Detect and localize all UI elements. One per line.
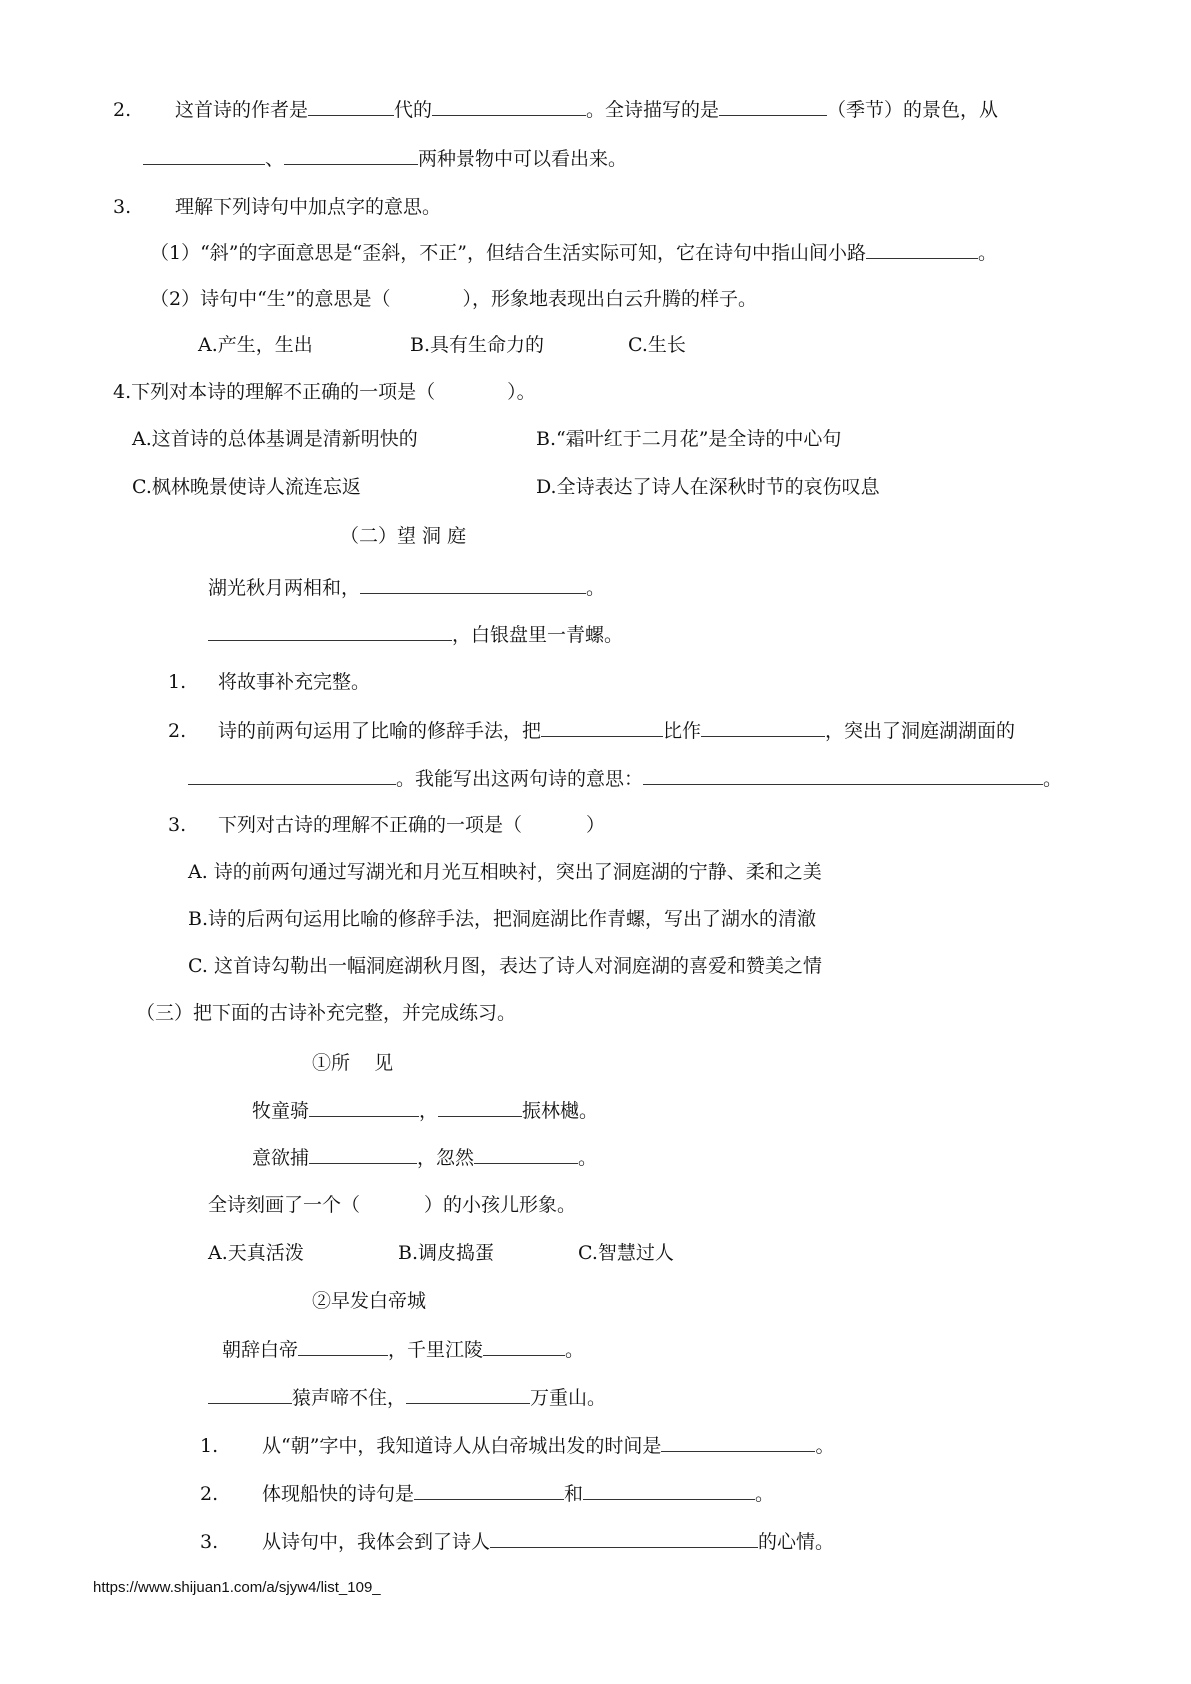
- q3-option-c[interactable]: C.生长: [628, 334, 686, 356]
- q2-text: （季节）的景色，从: [827, 99, 999, 121]
- q3-sub1: [150, 239, 997, 266]
- poem-text: 。: [565, 1339, 585, 1361]
- poem-text: 万重山。: [530, 1387, 607, 1409]
- part2-q2-text: 。: [1043, 768, 1063, 790]
- poem2-q1-number: 1.: [200, 1435, 219, 1457]
- poem-text: 牧童骑: [252, 1100, 310, 1122]
- q2-number: 2.: [113, 99, 132, 121]
- poem1-option-c[interactable]: C.智慧过人: [578, 1242, 674, 1264]
- part2-poem-line2: [208, 621, 623, 648]
- poem2-q2-text: 和: [564, 1483, 584, 1505]
- q3-sub2-text: ），形象地表现出白云升腾的样子。: [462, 288, 758, 310]
- q3-sub1-text: 。: [977, 242, 997, 264]
- q4-option-b[interactable]: B.“霜叶红于二月花”是全诗的中心句: [536, 428, 842, 450]
- poem-text: 。: [578, 1147, 598, 1169]
- poem2-q1-text: 从“朝”字中，我知道诗人从白帝城出发的时间是: [262, 1435, 662, 1457]
- poem-text: ，: [419, 1100, 439, 1122]
- part2-q2-number: 2.: [168, 720, 187, 742]
- part2-q2-text: ，突出了洞庭湖湖面的: [825, 720, 1016, 742]
- part2-blank-line1[interactable]: [360, 574, 586, 594]
- poem1-question-text: ）的小孩儿形象。: [424, 1194, 577, 1216]
- part2-q2-line1: [168, 717, 1015, 744]
- part2-q2-text: 比作: [663, 720, 702, 742]
- q3-line: [113, 194, 441, 220]
- q4-line: [113, 379, 536, 405]
- poem1-line1: [252, 1097, 598, 1124]
- part2-q3-option-c[interactable]: C. 这首诗勾勒出一幅洞庭湖秋月图，表达了诗人对洞庭湖的喜爱和赞美之情: [188, 955, 822, 977]
- q4-options-row1: [132, 426, 841, 452]
- poem2-q3-text: 从诗句中，我体会到了诗人: [262, 1531, 491, 1553]
- q4-text: 4.下列对本诗的理解不正确的一项是（: [113, 381, 436, 403]
- q3-sub1-blank[interactable]: [866, 239, 978, 259]
- poem-text: 振林樾。: [522, 1100, 599, 1122]
- part2-q1-number: 1.: [168, 671, 187, 693]
- poem-text: 猿声啼不住，: [292, 1387, 407, 1409]
- poem2-line1: [222, 1336, 584, 1363]
- part2-q3-text: 下列对古诗的理解不正确的一项是（: [218, 814, 523, 836]
- part2-q2-text: 。我能写出这两句诗的意思：: [396, 768, 644, 790]
- part2-blank-line2[interactable]: [208, 621, 452, 641]
- q2-line1: [113, 96, 998, 123]
- q3-text: 理解下列诗句中加点字的意思。: [175, 196, 442, 218]
- part2-q2-blank3[interactable]: [188, 765, 396, 785]
- q3-options: [198, 332, 686, 358]
- q4-option-a[interactable]: A.这首诗的总体基调是清新明快的: [132, 428, 418, 450]
- part2-poem-line1: [208, 574, 605, 601]
- poem2-blank2[interactable]: [483, 1336, 565, 1356]
- q2-blank-scene1[interactable]: [143, 145, 265, 165]
- part2-q2-blank1[interactable]: [541, 717, 663, 737]
- part2-q2-text: 诗的前两句运用了比喻的修辞手法，把: [218, 720, 542, 742]
- q3-sub2-text: （2）诗句中“生”的意思是（: [150, 288, 391, 310]
- poem2-q2-blank2[interactable]: [583, 1480, 755, 1500]
- poem2-blank1[interactable]: [298, 1336, 388, 1356]
- poem2-q1-text: 。: [815, 1435, 835, 1457]
- poem2-q3-blank[interactable]: [490, 1528, 758, 1548]
- poem2-q2: [200, 1480, 774, 1507]
- poem-text: ，白银盘里一青螺。: [452, 624, 624, 646]
- part2-q1-text: 将故事补充完整。: [218, 671, 371, 693]
- q4-option-c[interactable]: C.枫林晚景使诗人流连忘返: [132, 476, 361, 498]
- poem-text: ，忽然: [417, 1147, 475, 1169]
- poem2-q3: [200, 1528, 834, 1555]
- poem2-q3-number: 3.: [200, 1531, 219, 1553]
- q2-text: 代的: [394, 99, 433, 121]
- q3-option-b[interactable]: B.具有生命力的: [410, 334, 545, 356]
- poem1-options: [208, 1240, 674, 1266]
- part2-q1: [168, 669, 370, 695]
- poem-text: 湖光秋月两相和，: [208, 577, 361, 599]
- poem1-blank1[interactable]: [309, 1097, 419, 1117]
- poem1-blank4[interactable]: [474, 1144, 578, 1164]
- poem1-question: [208, 1192, 576, 1218]
- part2-q3-text: ）: [586, 814, 606, 836]
- q4-option-d[interactable]: D.全诗表达了诗人在深秋时节的哀伤叹息: [536, 476, 880, 498]
- poem2-line2: [208, 1384, 606, 1411]
- q3-sub2: [150, 286, 757, 312]
- poem1-option-b[interactable]: B.调皮捣蛋: [398, 1242, 495, 1264]
- poem2-q1: [200, 1432, 834, 1459]
- q3-sub1-text: （1）“斜”的字面意思是“歪斜，不正”，但结合生活实际可知，它在诗句中指山间小路: [150, 242, 866, 264]
- q3-number: 3.: [113, 196, 132, 218]
- part2-q2-blank4[interactable]: [643, 765, 1043, 785]
- part2-q3-number: 3.: [168, 814, 187, 836]
- q4-options-row2: [132, 474, 880, 500]
- q2-text: 这首诗的作者是: [175, 99, 309, 121]
- poem2-q2-number: 2.: [200, 1483, 219, 1505]
- q2-blank-scene2[interactable]: [284, 145, 418, 165]
- poem2-blank3[interactable]: [208, 1384, 292, 1404]
- poem2-q2-text: 体现船快的诗句是: [262, 1483, 415, 1505]
- poem-text: 。: [586, 577, 606, 599]
- q2-blank-author[interactable]: [432, 96, 586, 116]
- poem1-question-text: 全诗刻画了一个（: [208, 1194, 361, 1216]
- q2-line2: [143, 145, 627, 172]
- poem-text: ，千里江陵: [388, 1339, 484, 1361]
- part2-q3: [168, 812, 605, 838]
- q2-blank-season[interactable]: [719, 96, 827, 116]
- poem-text: 朝辞白帝: [222, 1339, 299, 1361]
- poem1-option-a[interactable]: A.天真活泼: [208, 1242, 304, 1264]
- poem-text: 意欲捕: [252, 1147, 310, 1169]
- q4-text: ）。: [507, 381, 536, 403]
- q2-text: 两种景物中可以看出来。: [418, 148, 628, 170]
- poem2-q2-text: 。: [755, 1483, 775, 1505]
- part2-title: （二）望 洞 庭: [340, 525, 467, 547]
- poem1-blank2[interactable]: [438, 1097, 522, 1117]
- poem2-blank4[interactable]: [406, 1384, 530, 1404]
- part3-heading: （三）把下面的古诗补充完整，并完成练习。: [136, 1002, 517, 1024]
- part2-q2-line2: [188, 765, 1062, 792]
- q2-text: 、: [265, 148, 285, 170]
- poem1-title: ①所 见: [312, 1052, 394, 1074]
- part2-q3-option-a[interactable]: A. 诗的前两句通过写湖光和月光互相映衬，突出了洞庭湖的宁静、柔和之美: [188, 861, 822, 883]
- q3-option-a[interactable]: A.产生，生出: [198, 334, 313, 356]
- poem1-blank3[interactable]: [309, 1144, 417, 1164]
- part2-q3-option-b[interactable]: B.诗的后两句运用比喻的修辞手法，把洞庭湖比作青螺，写出了湖水的清澈: [188, 908, 817, 930]
- poem2-title: ②早发白帝城: [312, 1290, 427, 1312]
- poem2-q1-blank[interactable]: [661, 1432, 815, 1452]
- part2-q2-blank2[interactable]: [701, 717, 825, 737]
- q2-text: 。全诗描写的是: [586, 99, 720, 121]
- footer-url[interactable]: https://www.shijuan1.com/a/sjyw4/list_109_: [93, 1579, 381, 1596]
- poem2-q3-text: 的心情。: [758, 1531, 835, 1553]
- q2-blank-dynasty[interactable]: [308, 96, 394, 116]
- poem1-line2: [252, 1144, 597, 1171]
- poem2-q2-blank1[interactable]: [414, 1480, 564, 1500]
